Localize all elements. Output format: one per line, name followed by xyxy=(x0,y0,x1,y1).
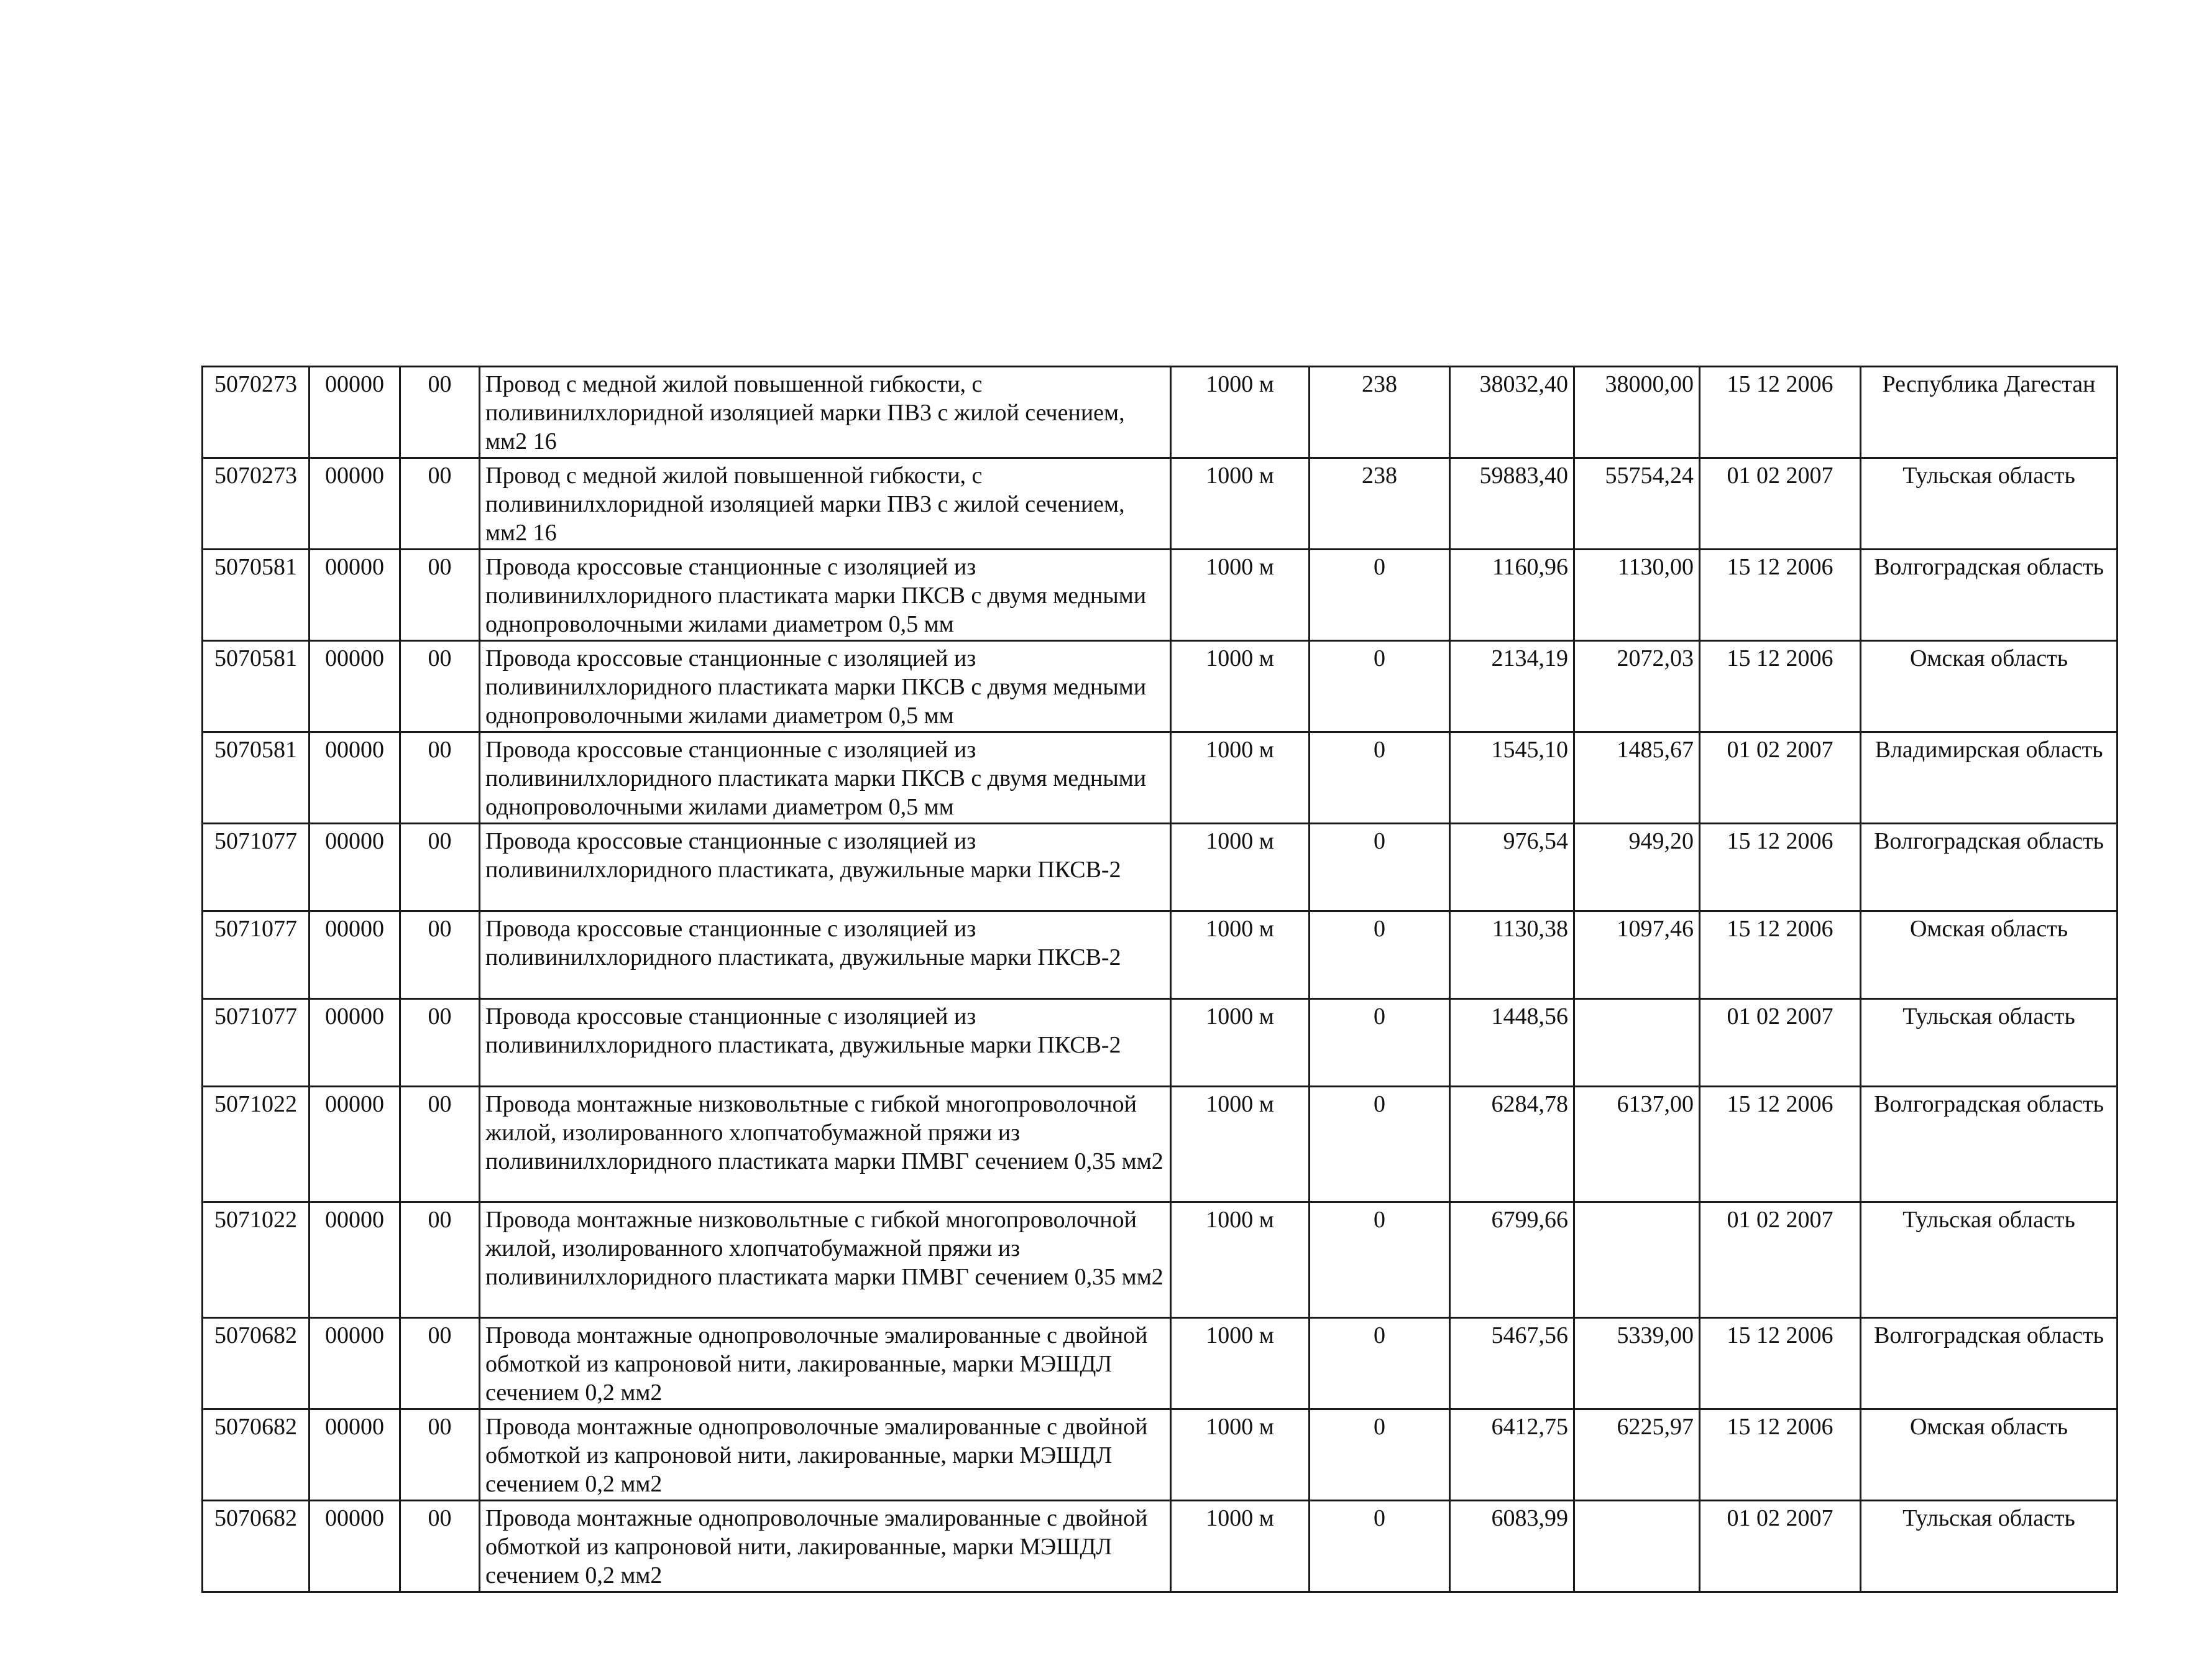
subcode-cell: 00000 xyxy=(310,1202,400,1318)
price-agreed-cell: 38000,00 xyxy=(1574,367,1700,458)
subcode-cell: 00000 xyxy=(310,999,400,1087)
product-code-cell: 5071077 xyxy=(203,911,310,999)
table-row xyxy=(203,1318,2118,1409)
price-agreed-cell: 5339,00 xyxy=(1574,1318,1700,1409)
date-cell: 15 12 2006 xyxy=(1700,824,1861,911)
product-name-cell: Провода монтажные однопроволочные эмалированные с двойной обмоткой из капроновой нити, лакированные, марки МЭШДЛ сечением 0,2 мм2 xyxy=(480,1409,1171,1501)
price-agreed-cell: 6225,97 xyxy=(1574,1409,1700,1501)
region-cell: Тульская область xyxy=(1861,1202,2118,1318)
price-cell: 6799,66 xyxy=(1450,1202,1574,1318)
subcode-cell: 00000 xyxy=(310,911,400,999)
table-row xyxy=(203,999,2118,1087)
subcode-cell: 00000 xyxy=(310,732,400,824)
table-row xyxy=(203,1409,2118,1501)
price-cell: 6083,99 xyxy=(1450,1501,1574,1592)
product-code-cell: 5071022 xyxy=(203,1087,310,1202)
product-code-cell: 5070273 xyxy=(203,367,310,458)
quantity-cell: 0 xyxy=(1310,1501,1450,1592)
price-cell: 6284,78 xyxy=(1450,1087,1574,1202)
price-cell: 6412,75 xyxy=(1450,1409,1574,1501)
suffix-cell: 00 xyxy=(400,1202,480,1318)
product-code-cell: 5070581 xyxy=(203,732,310,824)
unit-cell: 1000 м xyxy=(1171,367,1310,458)
subcode-cell: 00000 xyxy=(310,1318,400,1409)
product-code-cell: 5071022 xyxy=(203,1202,310,1318)
price-cell: 2134,19 xyxy=(1450,641,1574,732)
product-code-cell: 5070682 xyxy=(203,1501,310,1592)
subcode-cell: 00000 xyxy=(310,367,400,458)
unit-cell: 1000 м xyxy=(1171,1318,1310,1409)
table-row xyxy=(203,641,2118,732)
quantity-cell: 0 xyxy=(1310,999,1450,1087)
quantity-cell: 238 xyxy=(1310,458,1450,550)
suffix-cell: 00 xyxy=(400,824,480,911)
price-cell: 38032,40 xyxy=(1450,367,1574,458)
region-cell: Волгоградская область xyxy=(1861,1087,2118,1202)
suffix-cell: 00 xyxy=(400,1318,480,1409)
date-cell: 01 02 2007 xyxy=(1700,1202,1861,1318)
table-row xyxy=(203,1501,2118,1592)
registry-body xyxy=(203,367,2118,1592)
price-agreed-cell: 1485,67 xyxy=(1574,732,1700,824)
unit-cell: 1000 м xyxy=(1171,550,1310,641)
date-cell: 15 12 2006 xyxy=(1700,1318,1861,1409)
price-cell: 59883,40 xyxy=(1450,458,1574,550)
region-cell: Волгоградская область xyxy=(1861,550,2118,641)
region-cell: Тульская область xyxy=(1861,1501,2118,1592)
product-name-cell: Провода монтажные однопроволочные эмалированные с двойной обмоткой из капроновой нити, лакированные, марки МЭШДЛ сечением 0,2 мм2 xyxy=(480,1501,1171,1592)
unit-cell: 1000 м xyxy=(1171,824,1310,911)
region-cell: Омская область xyxy=(1861,1409,2118,1501)
subcode-cell: 00000 xyxy=(310,641,400,732)
unit-cell: 1000 м xyxy=(1171,1501,1310,1592)
table-row xyxy=(203,824,2118,911)
product-code-cell: 5070682 xyxy=(203,1409,310,1501)
table-row xyxy=(203,1202,2118,1318)
date-cell: 01 02 2007 xyxy=(1700,458,1861,550)
product-name-cell: Провода кроссовые станционные с изоляцией из поливинилхлоридного пластиката марки ПКСВ с двумя медными однопроволочными жилами диаметром 0,5 мм xyxy=(480,550,1171,641)
quantity-cell: 0 xyxy=(1310,1087,1450,1202)
quantity-cell: 0 xyxy=(1310,732,1450,824)
date-cell: 01 02 2007 xyxy=(1700,1501,1861,1592)
quantity-cell: 0 xyxy=(1310,641,1450,732)
suffix-cell: 00 xyxy=(400,1409,480,1501)
product-name-cell: Провод с медной жилой повышенной гибкости, с поливинилхлоридной изоляцией марки ПВ3 с жилой сечением, мм2 16 xyxy=(480,458,1171,550)
unit-cell: 1000 м xyxy=(1171,1202,1310,1318)
date-cell: 15 12 2006 xyxy=(1700,1087,1861,1202)
region-cell: Тульская область xyxy=(1861,999,2118,1087)
region-cell: Омская область xyxy=(1861,641,2118,732)
price-agreed-cell: 1097,46 xyxy=(1574,911,1700,999)
suffix-cell: 00 xyxy=(400,999,480,1087)
product-code-cell: 5071077 xyxy=(203,999,310,1087)
price-agreed-cell: 949,20 xyxy=(1574,824,1700,911)
product-code-cell: 5070581 xyxy=(203,641,310,732)
date-cell: 15 12 2006 xyxy=(1700,550,1861,641)
subcode-cell: 00000 xyxy=(310,824,400,911)
suffix-cell: 00 xyxy=(400,458,480,550)
region-cell: Владимирская область xyxy=(1861,732,2118,824)
table-row xyxy=(203,911,2118,999)
price-agreed-cell: 6137,00 xyxy=(1574,1087,1700,1202)
suffix-cell: 00 xyxy=(400,641,480,732)
price-agreed-cell: 55754,24 xyxy=(1574,458,1700,550)
price-registry-table xyxy=(201,366,2118,1593)
date-cell: 15 12 2006 xyxy=(1700,641,1861,732)
subcode-cell: 00000 xyxy=(310,1087,400,1202)
price-agreed-cell xyxy=(1574,999,1700,1087)
unit-cell: 1000 м xyxy=(1171,911,1310,999)
quantity-cell: 0 xyxy=(1310,1202,1450,1318)
product-name-cell: Провода кроссовые станционные с изоляцией из поливинилхлоридного пластиката, двужильные марки ПКСВ-2 xyxy=(480,911,1171,999)
date-cell: 15 12 2006 xyxy=(1700,367,1861,458)
quantity-cell: 0 xyxy=(1310,1409,1450,1501)
product-code-cell: 5070581 xyxy=(203,550,310,641)
price-cell: 5467,56 xyxy=(1450,1318,1574,1409)
table-row xyxy=(203,550,2118,641)
quantity-cell: 238 xyxy=(1310,367,1450,458)
product-name-cell: Провода монтажные однопроволочные эмалированные с двойной обмоткой из капроновой нити, лакированные, марки МЭШДЛ сечением 0,2 мм2 xyxy=(480,1318,1171,1409)
product-name-cell: Провода кроссовые станционные с изоляцией из поливинилхлоридного пластиката, двужильные марки ПКСВ-2 xyxy=(480,824,1171,911)
product-name-cell: Провод с медной жилой повышенной гибкости, с поливинилхлоридной изоляцией марки ПВ3 с жилой сечением, мм2 16 xyxy=(480,367,1171,458)
suffix-cell: 00 xyxy=(400,550,480,641)
quantity-cell: 0 xyxy=(1310,824,1450,911)
product-code-cell: 5070682 xyxy=(203,1318,310,1409)
subcode-cell: 00000 xyxy=(310,1501,400,1592)
price-cell: 1130,38 xyxy=(1450,911,1574,999)
product-name-cell: Провода кроссовые станционные с изоляцией из поливинилхлоридного пластиката, двужильные марки ПКСВ-2 xyxy=(480,999,1171,1087)
product-code-cell: 5071077 xyxy=(203,824,310,911)
quantity-cell: 0 xyxy=(1310,1318,1450,1409)
suffix-cell: 00 xyxy=(400,911,480,999)
price-agreed-cell xyxy=(1574,1202,1700,1318)
region-cell: Омская область xyxy=(1861,911,2118,999)
subcode-cell: 00000 xyxy=(310,458,400,550)
region-cell: Волгоградская область xyxy=(1861,1318,2118,1409)
product-name-cell: Провода кроссовые станционные с изоляцией из поливинилхлоридного пластиката марки ПКСВ с двумя медными однопроволочными жилами диаметром 0,5 мм xyxy=(480,732,1171,824)
suffix-cell: 00 xyxy=(400,367,480,458)
date-cell: 01 02 2007 xyxy=(1700,732,1861,824)
unit-cell: 1000 м xyxy=(1171,458,1310,550)
table-row xyxy=(203,458,2118,550)
date-cell: 15 12 2006 xyxy=(1700,1409,1861,1501)
table-row xyxy=(203,367,2118,458)
price-agreed-cell xyxy=(1574,1501,1700,1592)
unit-cell: 1000 м xyxy=(1171,1087,1310,1202)
unit-cell: 1000 м xyxy=(1171,641,1310,732)
subcode-cell: 00000 xyxy=(310,550,400,641)
price-agreed-cell: 2072,03 xyxy=(1574,641,1700,732)
quantity-cell: 0 xyxy=(1310,550,1450,641)
date-cell: 15 12 2006 xyxy=(1700,911,1861,999)
suffix-cell: 00 xyxy=(400,1087,480,1202)
region-cell: Республика Дагестан xyxy=(1861,367,2118,458)
table-row xyxy=(203,732,2118,824)
product-code-cell: 5070273 xyxy=(203,458,310,550)
product-name-cell: Провода монтажные низковольтные с гибкой многопроволочной жилой, изолированного хлопчатобумажной пряжи из поливинилхлоридного пластиката марки ПМВГ сечением 0,35 мм2 xyxy=(480,1087,1171,1202)
region-cell: Тульская область xyxy=(1861,458,2118,550)
suffix-cell: 00 xyxy=(400,1501,480,1592)
table-row xyxy=(203,1087,2118,1202)
suffix-cell: 00 xyxy=(400,732,480,824)
unit-cell: 1000 м xyxy=(1171,1409,1310,1501)
price-cell: 1545,10 xyxy=(1450,732,1574,824)
product-name-cell: Провода монтажные низковольтные с гибкой многопроволочной жилой, изолированного хлопчатобумажной пряжи из поливинилхлоридного пластиката марки ПМВГ сечением 0,35 мм2 xyxy=(480,1202,1171,1318)
region-cell: Волгоградская область xyxy=(1861,824,2118,911)
subcode-cell: 00000 xyxy=(310,1409,400,1501)
quantity-cell: 0 xyxy=(1310,911,1450,999)
unit-cell: 1000 м xyxy=(1171,732,1310,824)
price-cell: 1448,56 xyxy=(1450,999,1574,1087)
product-name-cell: Провода кроссовые станционные с изоляцией из поливинилхлоридного пластиката марки ПКСВ с двумя медными однопроволочными жилами диаметром 0,5 мм xyxy=(480,641,1171,732)
date-cell: 01 02 2007 xyxy=(1700,999,1861,1087)
price-cell: 1160,96 xyxy=(1450,550,1574,641)
price-agreed-cell: 1130,00 xyxy=(1574,550,1700,641)
unit-cell: 1000 м xyxy=(1171,999,1310,1087)
price-cell: 976,54 xyxy=(1450,824,1574,911)
